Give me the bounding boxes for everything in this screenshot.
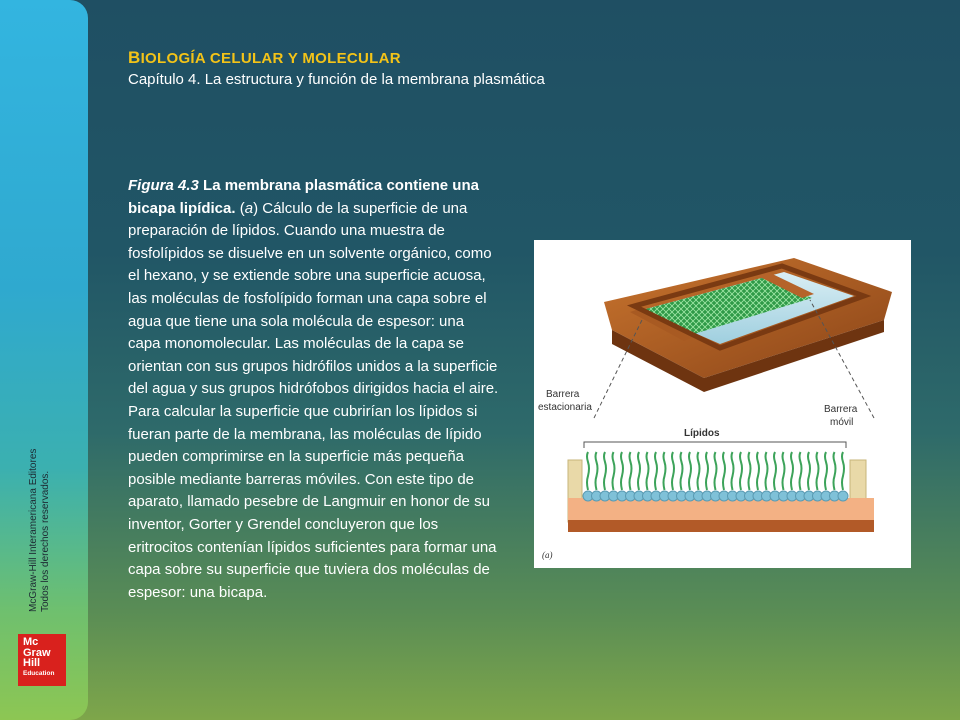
lipid-tail — [732, 452, 734, 490]
left-sidebar — [0, 0, 88, 720]
lipid-tail — [596, 452, 598, 490]
lipid-tail — [689, 452, 691, 490]
lipid-tail — [723, 452, 725, 490]
lipid-tail — [834, 452, 836, 490]
lipid-tail — [791, 452, 793, 490]
label-stationary-2: estacionaria — [538, 402, 592, 413]
part-letter: a — [244, 199, 254, 217]
label-lipids: Lípidos — [684, 428, 720, 439]
label-mobile-2: móvil — [830, 417, 854, 428]
panel-label: (a) — [542, 550, 553, 560]
copyright-line-1: McGraw-Hill Interamericana Editores — [28, 448, 39, 612]
figure-caption — [128, 175, 500, 604]
label-mobile-1: Barrera — [824, 404, 858, 415]
lipid-tail — [800, 452, 802, 490]
lipid-tail — [630, 452, 632, 490]
lipid-head — [838, 491, 848, 501]
lipid-tail — [638, 452, 640, 490]
lipid-tail — [706, 452, 708, 490]
lipid-tail — [783, 452, 785, 490]
lipid-tail — [621, 452, 623, 490]
trough-illustration — [534, 240, 911, 568]
lipid-tail — [825, 452, 827, 490]
figure-title: La membrana plasmática contiene una bicapa lipídica. — [128, 177, 479, 217]
lipid-tail — [749, 452, 751, 490]
trough-section — [568, 520, 874, 532]
lipid-tail — [647, 452, 649, 490]
caption-body: Cálculo de la superficie de una preparación de lípidos. Cuando una muestra de fosfolípidos se disuelve en un solvente orgánico, como el hexano, y se extiende sobre una superficie acuosa, las moléculas de fosfolípido forman una capa sobre el agua que tiene una sola molécula de espesor: una capa monomolecular. Las moléculas de la capa se orientan con sus grupos hidrófilos unidos a la superficie del agua y sus grupos hidrófobos dirigidos hacia el aire. Para calcular la superficie que cubrirían los lípidos si fueran parte de la membrana, las moléculas de lípido pueden comprimirse en la superficie más pequeña posible mediante barreras móviles. Con este tipo de aparato, llamado pesebre de Langmuir en honor de su inventor, Gorter y Grendel concluyeron que los eritrocitos contenían lípidos suficientes para formar una capa sobre su superficie que tuviera dos moléculas de espesor: una bicapa. — [128, 199, 499, 601]
logo-line-3: Hill — [23, 657, 41, 669]
lipid-tail — [842, 452, 844, 490]
logo-line-4: Education — [23, 669, 55, 677]
logo-line-2: Graw — [23, 646, 51, 659]
lipid-tail — [664, 452, 666, 490]
lipid-tail — [715, 452, 717, 490]
lipid-tail — [681, 452, 683, 490]
book-title: BIOLOGÍA CELULAR Y MOLECULAR — [128, 48, 401, 67]
lipid-tail — [587, 452, 589, 490]
logo-line-1: Mc — [23, 636, 39, 648]
copyright-line-2: Todos los derechos reservados. — [40, 470, 51, 612]
copyright-notice — [28, 402, 52, 612]
figure-label: Figura 4.3 — [128, 177, 199, 194]
lipid-tail — [774, 452, 776, 490]
part-close: ) — [253, 199, 259, 217]
lipid-tail — [766, 452, 768, 490]
label-stationary-1: Barrera — [546, 389, 580, 400]
part-open: ( — [239, 199, 245, 217]
lipid-tail — [808, 452, 810, 490]
lipid-tail — [655, 452, 657, 490]
lipid-tail — [698, 452, 700, 490]
lipid-tail — [613, 452, 615, 490]
lipid-tail — [604, 452, 606, 490]
lipid-tail — [740, 452, 742, 490]
lipid-tail — [757, 452, 759, 490]
langmuir-trough-figure — [534, 240, 911, 568]
chapter-subtitle: Capítulo 4. La estructura y función de la membrana plasmática — [128, 71, 545, 88]
lipid-tail — [817, 452, 819, 490]
lipid-molecules — [583, 452, 848, 501]
mcgraw-hill-logo — [18, 634, 66, 686]
lipid-tail — [672, 452, 674, 490]
